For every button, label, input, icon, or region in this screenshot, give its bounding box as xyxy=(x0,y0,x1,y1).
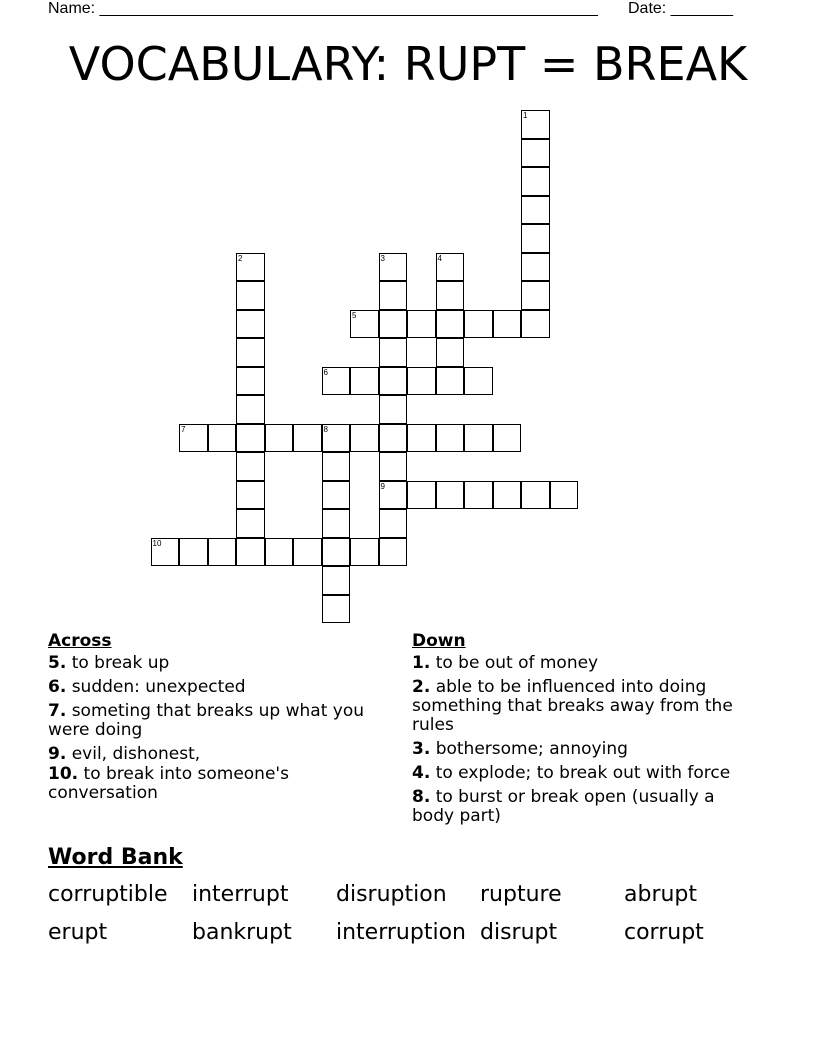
crossword-cell[interactable] xyxy=(322,424,351,453)
word-bank-item: disrupt xyxy=(480,920,558,945)
clue-text: to break into someone's conversation xyxy=(48,764,289,803)
crossword-cell[interactable] xyxy=(350,538,379,567)
crossword-cell[interactable] xyxy=(236,538,265,567)
clue-text: evil, dishonest, xyxy=(71,744,201,764)
word-bank-item: abrupt xyxy=(624,882,698,907)
clue-text: to burst or break open (usually a body part) xyxy=(412,787,715,826)
clue-number: 7. xyxy=(48,701,67,721)
crossword-cell[interactable] xyxy=(379,424,408,453)
crossword-cell[interactable] xyxy=(379,253,408,282)
across-heading: Across xyxy=(48,631,112,651)
clue-down-4 xyxy=(412,764,762,783)
clue-across-6 xyxy=(48,678,388,697)
crossword-cell[interactable] xyxy=(436,367,465,396)
cell-number: 2 xyxy=(238,253,243,263)
crossword-cell[interactable] xyxy=(236,509,265,538)
date-line: Date: _______ xyxy=(628,0,733,17)
crossword-cell[interactable] xyxy=(379,395,408,424)
crossword-cell[interactable] xyxy=(379,367,408,396)
crossword-cell[interactable] xyxy=(493,481,522,510)
crossword-cell[interactable] xyxy=(236,481,265,510)
crossword-cell[interactable] xyxy=(350,367,379,396)
crossword-cell[interactable] xyxy=(521,196,550,225)
crossword-cell[interactable] xyxy=(493,424,522,453)
crossword-cell[interactable] xyxy=(265,538,294,567)
clue-across-9 xyxy=(48,745,388,764)
word-bank-item: bankrupt xyxy=(192,920,292,945)
clue-number: 4. xyxy=(412,763,431,783)
crossword-cell[interactable] xyxy=(236,395,265,424)
crossword-cell[interactable] xyxy=(436,481,465,510)
cell-number: 9 xyxy=(380,481,385,491)
crossword-cell[interactable] xyxy=(236,310,265,339)
word-bank-item: interrupt xyxy=(192,882,289,907)
crossword-cell[interactable] xyxy=(521,310,550,339)
name-line: Name: ________________________________________________________ xyxy=(48,0,598,17)
clue-number: 3. xyxy=(412,739,431,759)
clue-text: able to be influenced into doing something that breaks away from the rules xyxy=(412,677,733,735)
word-bank-item: interruption xyxy=(336,920,466,945)
clue-down-1 xyxy=(412,654,762,673)
cell-number: 10 xyxy=(152,538,162,548)
clue-text: someting that breaks up what you were doing xyxy=(48,701,365,740)
crossword-cell[interactable] xyxy=(521,481,550,510)
clue-across-10 xyxy=(48,765,388,803)
word-bank-title: Word Bank xyxy=(48,845,183,870)
crossword-cell[interactable] xyxy=(179,538,208,567)
crossword-cell[interactable] xyxy=(521,224,550,253)
crossword-cell[interactable] xyxy=(521,167,550,196)
crossword-cell[interactable] xyxy=(322,509,351,538)
cell-number: 5 xyxy=(352,310,357,320)
word-bank xyxy=(48,882,778,946)
crossword-cell[interactable] xyxy=(350,424,379,453)
clue-across-5 xyxy=(48,654,388,673)
crossword-cell[interactable] xyxy=(379,310,408,339)
crossword-cell[interactable] xyxy=(379,452,408,481)
crossword-cell[interactable] xyxy=(379,509,408,538)
crossword-cell[interactable] xyxy=(322,481,351,510)
clue-number: 1. xyxy=(412,653,431,673)
crossword-cell[interactable] xyxy=(464,481,493,510)
crossword-cell[interactable] xyxy=(236,281,265,310)
word-bank-item: corruptible xyxy=(48,882,168,907)
crossword-cell[interactable] xyxy=(436,338,465,367)
word-bank-item: erupt xyxy=(48,920,108,945)
crossword-cell[interactable] xyxy=(293,538,322,567)
crossword-cell[interactable] xyxy=(407,367,436,396)
cell-number: 6 xyxy=(323,367,328,377)
clue-number: 8. xyxy=(412,787,431,807)
crossword-cell[interactable] xyxy=(322,452,351,481)
page-title: VOCABULARY: RUPT = BREAK xyxy=(68,37,748,91)
crossword-cell[interactable] xyxy=(464,310,493,339)
word-bank-item: corrupt xyxy=(624,920,704,945)
clue-text: to explode; to break out with force xyxy=(435,763,731,783)
clue-down-3 xyxy=(412,740,762,759)
cell-number: 8 xyxy=(323,424,328,434)
crossword-cell[interactable] xyxy=(236,424,265,453)
clue-text: bothersome; annoying xyxy=(435,739,628,759)
crossword-cell[interactable] xyxy=(436,281,465,310)
clue-down-8 xyxy=(412,788,762,826)
crossword-cell[interactable] xyxy=(464,424,493,453)
cell-number: 7 xyxy=(181,424,186,434)
clue-text: sudden: unexpected xyxy=(71,677,246,697)
crossword-cell[interactable] xyxy=(322,566,351,595)
clue-down-2 xyxy=(412,678,762,735)
crossword-cell[interactable] xyxy=(208,424,237,453)
crossword-cell[interactable] xyxy=(208,538,237,567)
crossword-cell[interactable] xyxy=(521,110,550,139)
across-clues xyxy=(48,630,388,808)
crossword-cell[interactable] xyxy=(407,481,436,510)
crossword-cell[interactable] xyxy=(322,595,351,624)
crossword-cell[interactable] xyxy=(179,424,208,453)
crossword-cell[interactable] xyxy=(407,424,436,453)
word-bank-item: disruption xyxy=(336,882,447,907)
crossword-cell[interactable] xyxy=(521,139,550,168)
crossword-cell[interactable] xyxy=(493,310,522,339)
crossword-cell[interactable] xyxy=(521,253,550,282)
clue-across-7 xyxy=(48,702,388,740)
crossword-cell[interactable] xyxy=(236,367,265,396)
crossword-cell[interactable] xyxy=(436,253,465,282)
crossword-cell[interactable] xyxy=(379,538,408,567)
crossword-cell[interactable] xyxy=(322,367,351,396)
clue-text: to break up xyxy=(71,653,170,673)
crossword-cell[interactable] xyxy=(550,481,579,510)
clue-number: 10. xyxy=(48,764,79,784)
crossword-cell[interactable] xyxy=(407,310,436,339)
crossword-cell[interactable] xyxy=(236,253,265,282)
crossword-cell[interactable] xyxy=(350,310,379,339)
crossword-cell[interactable] xyxy=(151,538,180,567)
crossword-cell[interactable] xyxy=(436,310,465,339)
word-bank-item: rupture xyxy=(480,882,562,907)
clue-text: to be out of money xyxy=(435,653,599,673)
crossword-cell[interactable] xyxy=(379,481,408,510)
crossword-cell[interactable] xyxy=(236,338,265,367)
crossword-cell[interactable] xyxy=(293,424,322,453)
crossword-cell[interactable] xyxy=(236,452,265,481)
cell-number: 3 xyxy=(380,253,385,263)
crossword-cell[interactable] xyxy=(464,367,493,396)
cell-number: 4 xyxy=(437,253,442,263)
clue-number: 9. xyxy=(48,744,67,764)
down-heading: Down xyxy=(412,631,466,651)
crossword-cell[interactable] xyxy=(379,281,408,310)
clue-number: 6. xyxy=(48,677,67,697)
crossword-cell[interactable] xyxy=(322,538,351,567)
crossword-cell[interactable] xyxy=(521,281,550,310)
clue-number: 5. xyxy=(48,653,67,673)
crossword-cell[interactable] xyxy=(436,424,465,453)
crossword-cell[interactable] xyxy=(265,424,294,453)
crossword-cell[interactable] xyxy=(379,338,408,367)
clue-number: 2. xyxy=(412,677,431,697)
down-clues xyxy=(412,630,762,831)
cell-number: 1 xyxy=(523,111,528,120)
